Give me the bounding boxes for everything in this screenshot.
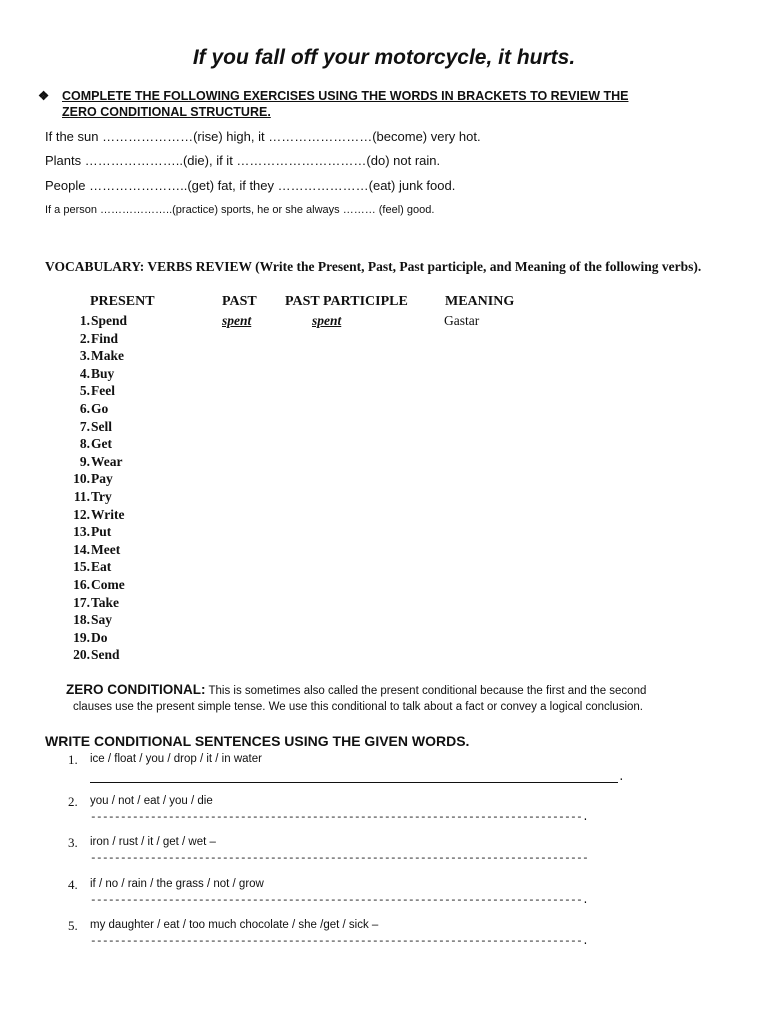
write-item — [66, 918, 626, 960]
verb-number: 7. — [79, 418, 90, 434]
verb-row — [66, 541, 546, 559]
verb-number: 12. — [73, 506, 90, 522]
instruction-line-1: COMPLETE THE FOLLOWING EXERCISES USING THE WORDS IN BRACKETS TO REVIEW THE — [62, 89, 629, 103]
verb-present: Eat — [91, 559, 112, 575]
verb-past: spent — [222, 313, 252, 328]
item-prompt: if / no / rain / the grass / not / grow — [90, 877, 264, 890]
verb-row — [66, 453, 546, 471]
write-item — [66, 835, 626, 877]
verb-number: 2. — [79, 330, 90, 346]
verb-present: Find — [91, 330, 119, 346]
verb-present: Meet — [91, 541, 121, 557]
verb-present: Spend — [91, 313, 128, 328]
verb-number: 3. — [79, 348, 90, 364]
verb-row — [66, 418, 546, 436]
page-title: If you fall off your motorcycle, it hurts. — [192, 46, 576, 69]
verb-number: 15. — [73, 559, 90, 575]
item-number: 4. — [68, 876, 78, 892]
answer-line[interactable] — [90, 812, 618, 824]
answer-line-text: . — [617, 772, 624, 784]
write-item — [66, 877, 626, 919]
answer-line-text: ----------------------------------------------------------------------------------. — [90, 811, 589, 824]
verb-number: 18. — [73, 612, 90, 628]
verb-present: Sell — [91, 418, 113, 434]
verb-present: Try — [91, 488, 112, 504]
verb-row — [66, 347, 546, 365]
verb-number: 19. — [73, 629, 90, 645]
verb-row — [66, 488, 546, 506]
header-past-participle: PAST PARTICIPLE — [285, 294, 408, 309]
exercise-1: If the sun …………………(rise) high, it ……………………(become) very hot. — [45, 129, 481, 144]
verb-present: Send — [91, 647, 120, 663]
header-past: PAST — [222, 294, 257, 309]
verb-row — [66, 382, 546, 400]
verb-meaning: Gastar — [444, 313, 480, 328]
zero-conditional-label: ZERO CONDITIONAL: — [66, 682, 206, 697]
verb-past-participle: spent — [312, 313, 342, 328]
verb-row — [66, 435, 546, 453]
write-items — [66, 752, 626, 960]
header-present: PRESENT — [90, 294, 155, 309]
verb-row — [66, 470, 546, 488]
answer-line[interactable] — [90, 895, 618, 907]
verb-row — [66, 312, 546, 330]
answer-line-text: ----------------------------------------------------------------------------------. — [90, 894, 589, 907]
item-number: 1. — [68, 752, 78, 767]
verb-present: Put — [91, 524, 112, 540]
verb-present: Wear — [91, 453, 123, 469]
verb-present: Make — [91, 348, 124, 364]
verb-row — [66, 594, 546, 612]
verb-present: Buy — [91, 365, 115, 381]
verb-row — [66, 646, 546, 664]
verb-row — [66, 523, 546, 541]
exercise-3: People …………………..(get) fat, if they …………………(eat) junk food. — [45, 178, 456, 193]
verb-number: 1. — [79, 313, 90, 328]
vocabulary-intro: VOCABULARY: VERBS REVIEW (Write the Present, Past, Past participle, and Meaning of the following verbs). — [45, 259, 702, 274]
verb-row — [66, 330, 546, 348]
item-prompt: ice / float / you / drop / it / in water — [90, 753, 262, 765]
item-number: 3. — [68, 835, 78, 850]
verb-present: Write — [91, 506, 125, 522]
verb-number: 5. — [79, 383, 90, 399]
verb-row — [66, 365, 546, 383]
header-meaning: MEANING — [445, 294, 515, 309]
verb-present: Take — [91, 594, 120, 610]
zero-conditional-text-1: This is sometimes also called the present conditional because the first and the second — [205, 685, 647, 697]
answer-line[interactable] — [90, 936, 618, 948]
verb-row — [66, 506, 546, 524]
answer-line-text: ----------------------------------------------------------------------------------- — [90, 853, 589, 865]
answer-line-text: ----------------------------------------------------------------------------------. — [90, 936, 589, 948]
write-item — [66, 794, 626, 836]
verb-number: 8. — [79, 436, 90, 452]
verb-present: Go — [91, 400, 109, 416]
answer-line[interactable] — [90, 853, 618, 865]
answer-line[interactable] — [90, 770, 624, 784]
item-prompt: iron / rust / it / get / wet – — [90, 836, 216, 848]
verb-present: Feel — [91, 383, 115, 399]
item-number: 5. — [68, 918, 78, 933]
zero-conditional-text-2: clauses use the present simple tense. We use this conditional to talk about a fact or convey a logical conclusion. — [73, 701, 643, 713]
verb-list — [66, 312, 546, 664]
instructions — [38, 88, 718, 120]
verb-number: 20. — [73, 647, 90, 663]
verb-number: 10. — [73, 471, 90, 487]
verb-present: Say — [91, 612, 113, 628]
verb-present: Pay — [91, 471, 113, 487]
diamond-bullet-icon: ❖ — [38, 89, 50, 103]
item-number: 2. — [68, 793, 78, 809]
verb-number: 9. — [79, 453, 90, 469]
instruction-line-2: ZERO CONDITIONAL STRUCTURE. — [62, 105, 271, 119]
verb-number: 11. — [73, 488, 90, 504]
verb-number: 13. — [73, 524, 90, 540]
verb-present: Do — [91, 629, 108, 645]
verb-present: Get — [91, 436, 112, 452]
verb-row — [66, 611, 546, 629]
item-prompt: you / not / eat / you / die — [90, 794, 213, 807]
write-section-title: WRITE CONDITIONAL SENTENCES USING THE GIVEN WORDS. — [45, 733, 470, 749]
verb-number: 17. — [73, 594, 90, 610]
zero-conditional-note — [66, 682, 706, 715]
verb-number: 6. — [79, 400, 90, 416]
verb-row — [66, 558, 546, 576]
item-prompt: my daughter / eat / too much chocolate / she /get / sick – — [90, 919, 379, 931]
verb-row — [66, 400, 546, 418]
verb-number: 4. — [79, 365, 90, 381]
exercise-2: Plants …………………..(die), if it …………………………(do) not rain. — [45, 153, 441, 168]
verb-present: Come — [91, 576, 125, 592]
exercise-4: If a person ………………..(practice) sports, he or she always ……… (feel) good. — [45, 204, 435, 216]
verb-row — [66, 576, 546, 594]
verb-number: 14. — [73, 541, 90, 557]
verb-number: 16. — [73, 576, 90, 592]
write-item — [66, 752, 626, 794]
verb-row — [66, 629, 546, 647]
